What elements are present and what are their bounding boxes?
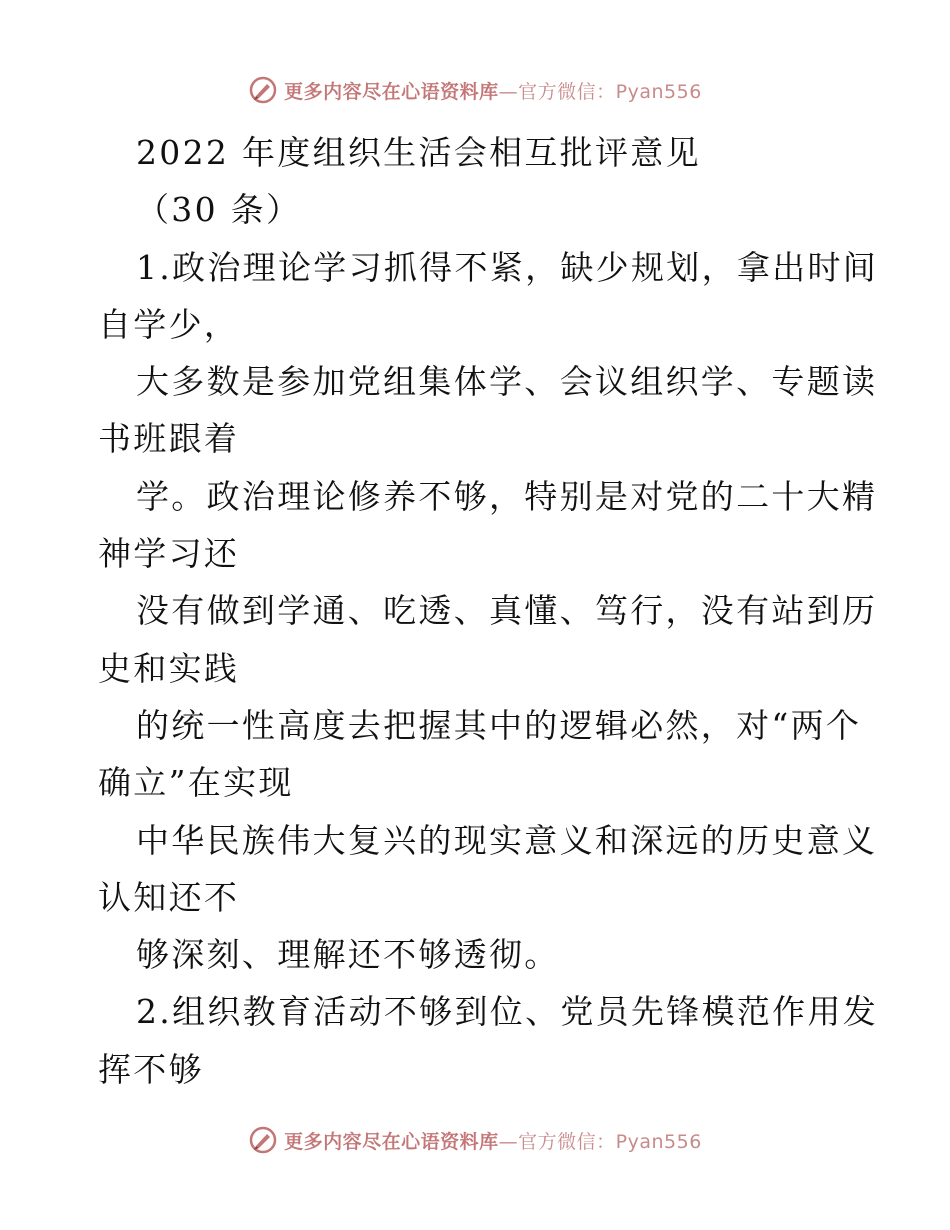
document-line: （30 条）: [136, 190, 302, 230]
document-line: 没有做到学通、吃透、真懂、笃行，没有站到历: [136, 591, 878, 631]
document-line: 自学少，: [98, 304, 240, 344]
document-line: 中华民族伟大复兴的现实意义和深远的历史意义: [136, 820, 878, 860]
pen-logo-icon: [248, 1125, 278, 1155]
document-line: 够深刻、理解还不够透彻。: [136, 935, 560, 975]
document-body: [98, 124, 879, 1098]
document-line: 挥不够: [98, 1049, 204, 1089]
document-line: 1.政治理论学习抓得不紧，缺少规划，拿出时间: [136, 247, 879, 287]
document-line: 学。政治理论修养不够，特别是对党的二十大精: [136, 476, 878, 516]
pen-logo-icon: [248, 75, 278, 105]
footer-watermark: [0, 1120, 950, 1160]
header-watermark: [0, 70, 950, 110]
watermark-text: [284, 1127, 702, 1154]
watermark-brand: 更多内容尽在心语资料库: [284, 80, 499, 103]
document-line: 书班跟着: [98, 419, 240, 459]
watermark-text: [284, 77, 702, 104]
watermark-contact: 官方微信：Pyan556: [518, 1130, 702, 1153]
watermark-brand: 更多内容尽在心语资料库: [284, 1130, 499, 1153]
watermark-separator: —: [498, 1130, 519, 1153]
document-line: 2022 年度组织生活会相互批评意见: [136, 133, 701, 172]
watermark-separator: —: [498, 80, 519, 103]
document-line: 神学习还: [98, 534, 240, 574]
document-line: 确立”在实现: [98, 763, 294, 803]
watermark-contact: 官方微信：Pyan556: [518, 80, 702, 103]
document-line: 的统一性高度去把握其中的逻辑必然，对“两个: [136, 705, 862, 745]
document-line: 大多数是参加党组集体学、会议组织学、专题读: [136, 362, 878, 402]
document-line: 2.组织教育活动不够到位、党员先锋模范作用发: [136, 992, 879, 1032]
document-line: 认知还不: [98, 877, 240, 917]
document-line: 史和实践: [98, 648, 240, 688]
